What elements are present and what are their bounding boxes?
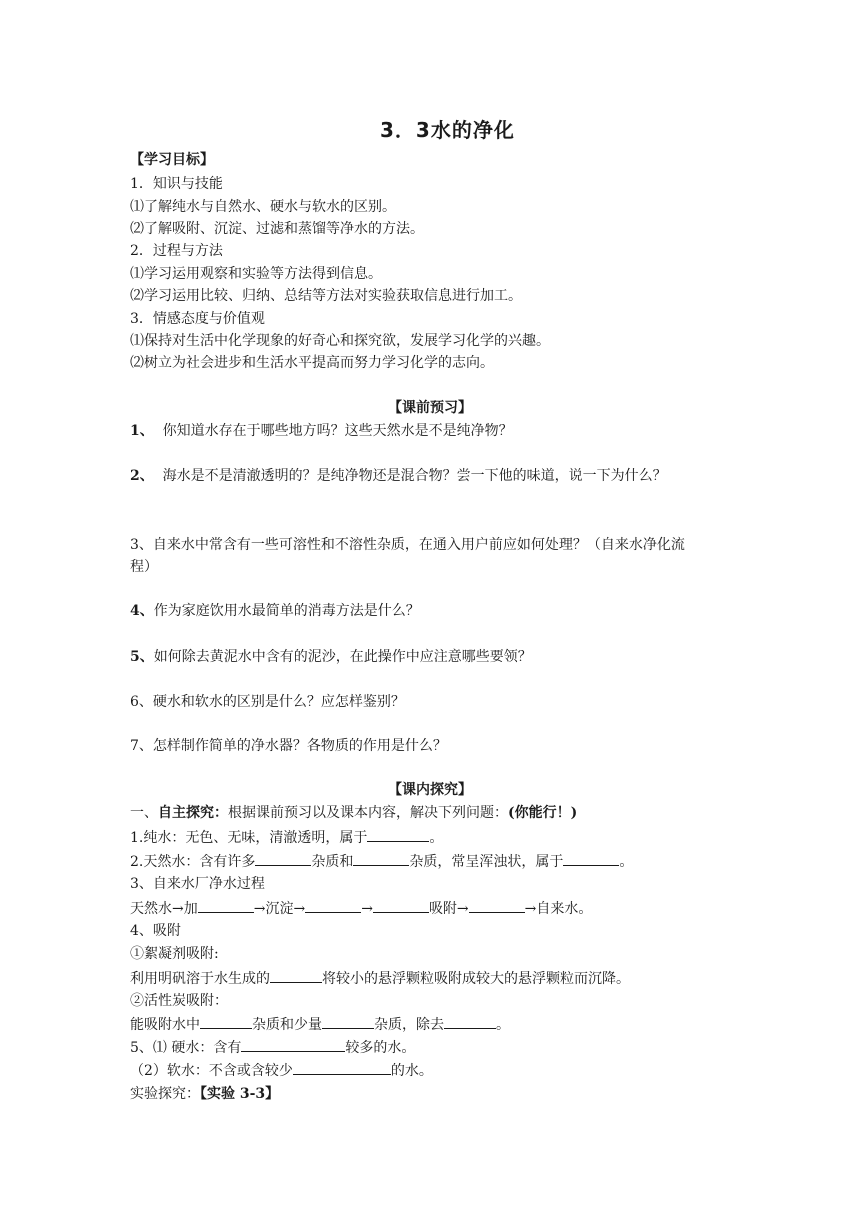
explore-intro [130, 803, 577, 823]
explore-line-9 [130, 1014, 510, 1035]
objective-line: 2．过程与方法 [130, 243, 223, 259]
question-number: 1、 [130, 423, 154, 439]
objective-line: ⑴了解纯水与自然水、硬水与软水的区别。 [130, 199, 396, 215]
answer-blank[interactable] [255, 851, 311, 866]
answer-blank[interactable] [469, 898, 525, 913]
answer-blank[interactable] [322, 1014, 374, 1029]
answer-blank[interactable] [373, 898, 429, 913]
fill-text: 实验探究： [130, 1086, 200, 1102]
objective-line: 1．知识与技能 [130, 176, 223, 192]
fill-text: →沉淀→ [253, 901, 306, 917]
question-number: 4、 [130, 603, 154, 619]
fill-text: 的水。 [390, 1063, 433, 1079]
intro-encouragement: (你能行！) [508, 805, 578, 821]
explore-line-1 [130, 827, 443, 848]
fill-text: 。 [496, 1017, 510, 1033]
intro-text: 根据课前预习以及课本内容，解决下列问题： [228, 805, 508, 821]
explore-line-8: ②活性炭吸附： [130, 993, 228, 1009]
objective-line: 3．情感态度与价值观 [130, 311, 265, 327]
page-title: 3．3水的净化 [380, 118, 515, 142]
fill-text: 杂质和少量 [252, 1017, 322, 1033]
explore-line-12 [130, 1084, 279, 1104]
fill-text: 将较小的悬浮颗粒吸附成较大的悬浮颗粒而沉降。 [322, 971, 630, 987]
question-text: 如何除去黄泥水中含有的泥沙，在此操作中应注意哪些要领？ [153, 649, 532, 665]
fill-text: 吸附→ [428, 901, 469, 917]
objectives-heading: 【学习目标】 [130, 152, 214, 168]
fill-text: 杂质，常呈浑浊状，属于 [409, 854, 564, 870]
preview-question-1 [130, 421, 513, 441]
explore-line-4 [130, 898, 592, 919]
objective-line: ⑴保持对生活中化学现象的好奇心和探究欲，发展学习化学的兴趣。 [130, 333, 550, 349]
fill-text: 2.天然水：含有许多 [130, 854, 256, 870]
fill-text: 1.纯水：无色、无味，清澈透明，属于 [130, 830, 368, 846]
fill-text: 。 [429, 830, 444, 846]
answer-blank[interactable] [293, 1060, 391, 1075]
objective-line: ⑵了解吸附、沉淀、过滤和蒸馏等净水的方法。 [130, 221, 424, 237]
preview-heading: 【课前预习】 [388, 400, 472, 416]
fill-text: 。 [619, 854, 634, 870]
answer-blank[interactable] [198, 898, 254, 913]
fill-text: →自来水。 [524, 901, 593, 917]
question-text: 海水是不是清澈透明的？是纯净物还是混合物？尝一下他的味道，说一下为什么？ [162, 468, 667, 484]
answer-blank[interactable] [563, 851, 619, 866]
experiment-label: 【实验 3-3】 [200, 1086, 280, 1102]
preview-question-2 [130, 466, 667, 486]
preview-question-3-cont: 程） [130, 559, 158, 575]
intro-label: 自主探究： [158, 805, 228, 821]
answer-blank[interactable] [367, 827, 429, 842]
preview-question-5 [130, 647, 532, 667]
fill-text: 天然水→加 [130, 901, 198, 917]
preview-question-3: 3、自来水中常含有一些可溶性和不溶性杂质，在通入用户前应如何处理？（自来水净化流 [130, 537, 685, 553]
fill-text: 杂质，除去 [374, 1017, 444, 1033]
question-number: 5、 [130, 649, 154, 665]
answer-blank[interactable] [353, 851, 409, 866]
fill-text: → [361, 901, 373, 917]
preview-question-6: 6、硬水和软水的区别是什么？应怎样鉴别？ [130, 694, 405, 710]
answer-blank[interactable] [444, 1014, 496, 1029]
intro-number: 一、 [130, 805, 158, 821]
fill-text: （2）软水：不含或含较少 [130, 1063, 293, 1079]
question-text: 作为家庭饮用水最简单的消毒方法是什么？ [153, 603, 420, 619]
question-number: 2、 [130, 468, 154, 484]
answer-blank[interactable] [305, 898, 361, 913]
answer-blank[interactable] [270, 968, 322, 983]
preview-question-7: 7、怎样制作简单的净水器？各物质的作用是什么？ [130, 738, 447, 754]
explore-line-2 [130, 851, 633, 872]
fill-text: 能吸附水中 [130, 1017, 200, 1033]
answer-blank[interactable] [200, 1014, 252, 1029]
explore-line-11 [130, 1060, 433, 1081]
fill-text: 杂质和 [311, 854, 354, 870]
explore-line-3: 3、自来水厂净水过程 [130, 876, 265, 892]
preview-question-4 [130, 601, 420, 621]
question-text: 你知道水存在于哪些地方吗？这些天然水是不是纯净物？ [162, 423, 513, 439]
fill-text: 5、⑴ 硬水：含有 [130, 1040, 242, 1056]
explore-line-10 [130, 1037, 415, 1058]
objective-line: ⑵树立为社会进步和生活水平提高而努力学习化学的志向。 [130, 355, 494, 371]
fill-text: 较多的水。 [345, 1040, 416, 1056]
objective-line: ⑵学习运用比较、归纳、总结等方法对实验获取信息进行加工。 [130, 288, 522, 304]
answer-blank[interactable] [241, 1037, 345, 1052]
explore-line-7 [130, 968, 630, 989]
explore-line-6: ①絮凝剂吸附: [130, 946, 219, 962]
explore-heading: 【课内探究】 [388, 782, 472, 798]
explore-line-5: 4、吸附 [130, 923, 181, 939]
objective-line: ⑴学习运用观察和实验等方法得到信息。 [130, 266, 382, 282]
fill-text: 利用明矾溶于水生成的 [130, 971, 270, 987]
